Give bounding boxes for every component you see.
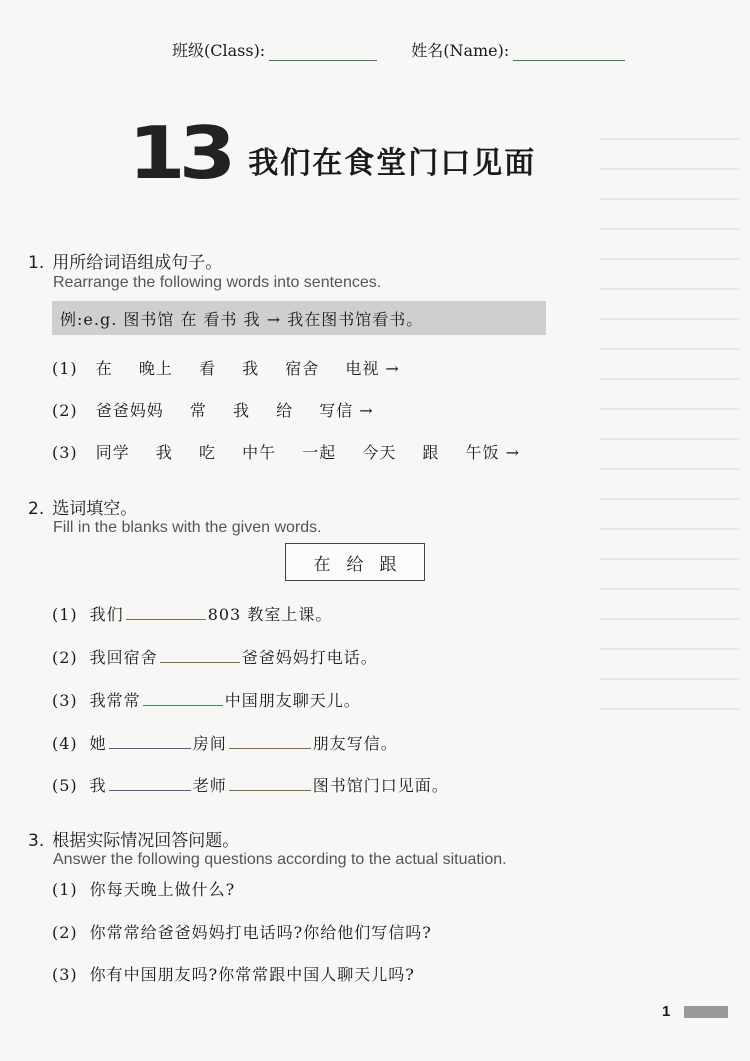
- word: 看: [198, 359, 216, 378]
- question-text: 你有中国朋友吗?你常常跟中国人聊天儿吗?: [89, 965, 415, 984]
- answer-blank[interactable]: [229, 774, 311, 791]
- name-label: 姓名(Name):: [411, 41, 510, 60]
- section1-title: 用所给词语组成句子。: [52, 253, 223, 273]
- example-text: 例:e.g. 图书馆 在 看书 我 → 我在图书馆看书。: [60, 309, 424, 329]
- word: 我: [232, 401, 250, 420]
- section1-number: 1.: [28, 253, 45, 273]
- word: 我: [155, 443, 173, 462]
- word: 写信 →: [319, 401, 374, 420]
- item-index: (1): [52, 605, 78, 624]
- word-choice: 跟: [379, 554, 397, 575]
- s3-item-1: [52, 877, 235, 900]
- lesson-title: [128, 111, 537, 195]
- worksheet-header: [172, 38, 625, 61]
- sentence-part: 房间: [192, 734, 227, 753]
- sentence-part: 我回宿舍: [89, 648, 158, 667]
- item-index: (3): [52, 443, 78, 462]
- page-number-bar: [684, 1006, 728, 1018]
- lesson-title-text: 我们在食堂门口见面: [248, 146, 537, 181]
- s1-item-3: [52, 440, 540, 463]
- item-index: (1): [52, 880, 78, 899]
- name-field: [411, 38, 625, 61]
- sentence-part: 她: [89, 734, 107, 753]
- section3-number: 3.: [28, 831, 45, 851]
- word-bank-box: [285, 543, 425, 581]
- class-field: [172, 38, 377, 61]
- sentence-part: 我: [89, 776, 107, 795]
- section2-heading: [28, 494, 137, 519]
- item-index: (2): [52, 923, 78, 942]
- word: 一起: [302, 443, 337, 462]
- word: 电视 →: [345, 359, 400, 378]
- word-choice: 给: [346, 554, 364, 575]
- answer-blank[interactable]: [126, 603, 206, 620]
- sentence-part: 我常常: [89, 691, 141, 710]
- word: 跟: [422, 443, 440, 462]
- example-box: [52, 301, 546, 335]
- bleed-through-background: [600, 110, 740, 730]
- section3-subtitle: Answer the following questions according to the actual situation.: [53, 851, 507, 868]
- item-index: (1): [52, 359, 78, 378]
- sentence-part: 我们: [89, 605, 124, 624]
- word: 我: [242, 359, 260, 378]
- sentence-part: 老师: [192, 776, 227, 795]
- answer-blank[interactable]: [143, 689, 223, 706]
- word: 同学: [95, 443, 130, 462]
- section3-heading: [28, 826, 239, 851]
- sentence-part: 803 教室上课。: [207, 605, 333, 624]
- class-input-line[interactable]: [269, 42, 377, 61]
- section3-title: 根据实际情况回答问题。: [52, 831, 240, 851]
- s1-item-1: [52, 356, 420, 379]
- answer-blank[interactable]: [229, 732, 311, 749]
- sentence-part: 中国朋友聊天儿。: [224, 691, 361, 710]
- question-text: 你每天晚上做什么?: [89, 880, 236, 899]
- section2-title: 选词填空。: [52, 499, 138, 519]
- word: 宿舍: [285, 359, 320, 378]
- word: 在: [95, 359, 113, 378]
- s2-item-3: [52, 688, 361, 711]
- word: 午饭 →: [465, 443, 521, 462]
- section2-subtitle: Fill in the blanks with the given words.: [53, 519, 322, 536]
- s2-item-1: [52, 602, 332, 625]
- s2-item-2: [52, 645, 378, 668]
- name-input-line[interactable]: [513, 42, 625, 61]
- question-text: 你常常给爸爸妈妈打电话吗?你给他们写信吗?: [89, 923, 432, 942]
- word: 今天: [362, 443, 397, 462]
- item-index: (5): [52, 776, 78, 795]
- word: 爸爸妈妈: [95, 401, 164, 420]
- sentence-part: 朋友写信。: [312, 734, 398, 753]
- lesson-number: 13: [128, 111, 230, 195]
- s2-item-4: [52, 731, 398, 754]
- item-index: (3): [52, 691, 78, 710]
- word: 给: [276, 401, 294, 420]
- word: 常: [189, 401, 207, 420]
- item-index: (2): [52, 401, 78, 420]
- word: 吃: [198, 443, 216, 462]
- s3-item-2: [52, 920, 432, 943]
- answer-blank[interactable]: [160, 646, 240, 663]
- sentence-part: 爸爸妈妈打电话。: [241, 648, 378, 667]
- sentence-part: 图书馆门口见面。: [312, 776, 449, 795]
- word: 中午: [242, 443, 277, 462]
- s3-item-3: [52, 962, 415, 985]
- word: 晚上: [138, 359, 173, 378]
- item-index: (2): [52, 648, 78, 667]
- item-index: (3): [52, 965, 78, 984]
- section2-number: 2.: [28, 499, 45, 519]
- s2-item-5: [52, 773, 449, 796]
- section1-subtitle: Rearrange the following words into sentences.: [53, 274, 382, 291]
- section1-heading: [28, 248, 222, 273]
- word-choice: 在: [313, 554, 331, 575]
- page-number: 1: [662, 1003, 671, 1020]
- item-index: (4): [52, 734, 78, 753]
- answer-blank[interactable]: [109, 732, 191, 749]
- answer-blank[interactable]: [109, 774, 191, 791]
- class-label: 班级(Class):: [172, 41, 266, 60]
- s1-item-2: [52, 398, 394, 421]
